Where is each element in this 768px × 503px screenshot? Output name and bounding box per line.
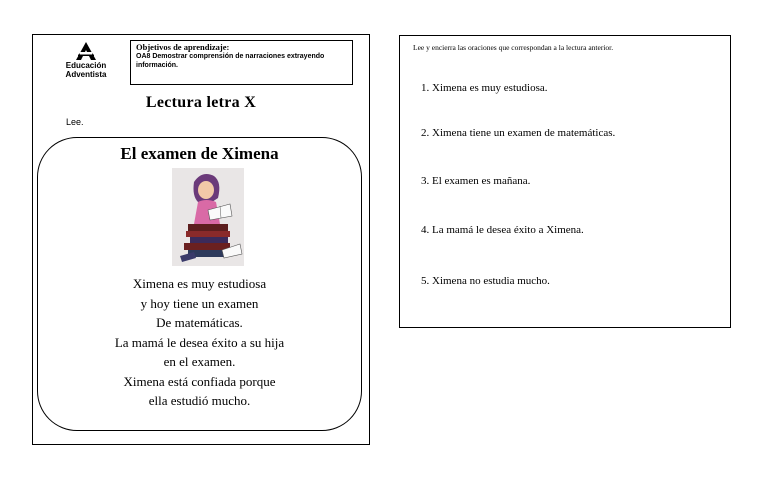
adventist-flame-icon	[75, 41, 97, 61]
girl-reading-books-illustration	[172, 168, 244, 266]
story-line: y hoy tiene un examen	[140, 295, 259, 311]
statement-item[interactable]: 2. Ximena tiene un examen de matemáticas.	[421, 127, 616, 139]
story-text	[38, 274, 361, 411]
exercise-instruction: Lee y encierra las oraciones que correspondan a la lectura anterior.	[413, 43, 614, 52]
exercise-page	[399, 35, 731, 328]
statement-item[interactable]: 4. La mamá le desea éxito a Ximena.	[421, 224, 584, 236]
learning-objectives-box	[130, 40, 353, 85]
story-line: en el examen.	[163, 354, 236, 369]
logo-line-1: Educación	[65, 61, 107, 70]
story-line: La mamá le desea éxito a su hija	[114, 334, 285, 350]
objectives-title: Objetivos de aprendizaje:	[136, 42, 230, 52]
logo-line-2: Adventista	[65, 70, 107, 79]
story-line: Ximena es muy estudiosa	[132, 276, 267, 291]
story-line: De matemáticas.	[156, 315, 243, 330]
reading-instruction: Lee.	[66, 117, 84, 127]
statement-item[interactable]: 5. Ximena no estudia mucho.	[421, 275, 550, 287]
statement-item[interactable]: 3. El examen es mañana.	[421, 175, 531, 187]
reading-worksheet-page	[32, 34, 370, 445]
objectives-text: OA8 Demostrar comprensión de narraciones extrayendo información.	[136, 53, 325, 69]
statement-item[interactable]: 1. Ximena es muy estudiosa.	[421, 82, 548, 94]
lesson-title: Lectura letra X	[145, 94, 257, 111]
story-line: ella estudió mucho.	[148, 393, 251, 408]
story-box	[37, 137, 362, 431]
story-line: Ximena está confiada porque	[123, 373, 276, 389]
school-logo	[51, 41, 121, 79]
story-title: El examen de Ximena	[120, 144, 279, 163]
